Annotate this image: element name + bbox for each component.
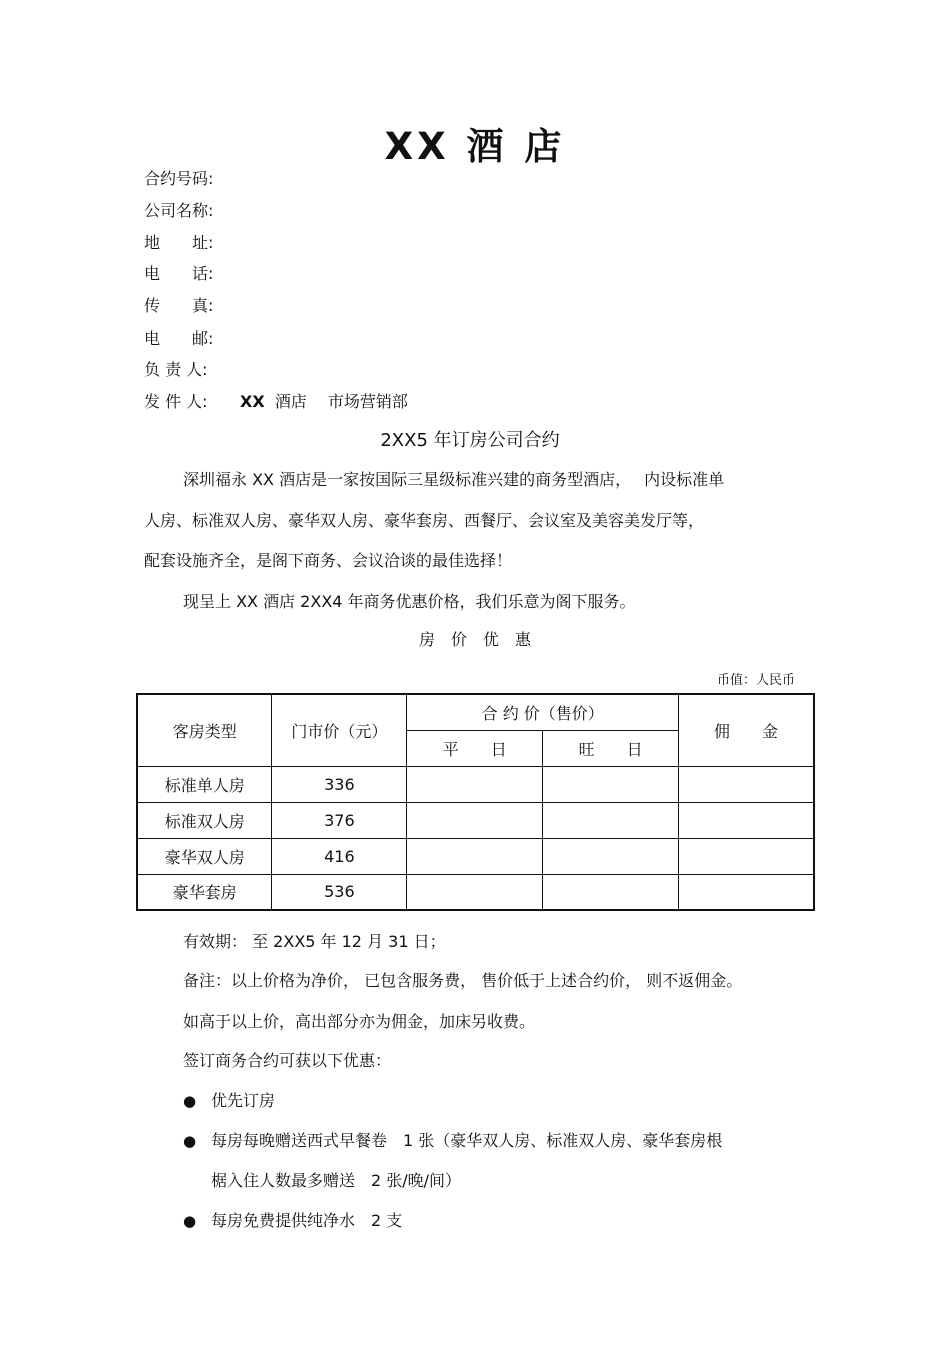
table-row <box>137 802 814 838</box>
rack-rate-cell: 336 <box>272 766 407 802</box>
weekday-price-cell <box>407 874 543 910</box>
field-phone <box>144 261 228 284</box>
rack-rate-cell: 416 <box>272 838 407 874</box>
list-item <box>183 1088 275 1111</box>
intro-line-4: 现呈上 XX 酒店 2XX4 年商务优惠价格，我们乐意为阁下服务。 <box>183 592 636 611</box>
intro-line-3: 配套设施齐全，是阁下商务、会议洽谈的最佳选择！ <box>144 551 513 570</box>
remark-line-2: 如高于以上价，高出部分亦为佣金，加床另收费。 <box>183 1012 536 1031</box>
currency-note: 币值：人民币 <box>716 673 795 688</box>
header-commission: 佣 金 <box>679 694 814 766</box>
header-weekday: 平 日 <box>407 730 543 766</box>
validity-note: 有效期： 至 2XX5 年 12 月 31 日； <box>183 932 446 951</box>
list-item <box>183 1128 722 1151</box>
weekday-price-cell <box>407 802 543 838</box>
field-label: 电 邮: <box>144 329 214 348</box>
commission-cell <box>679 766 814 802</box>
field-value: 酒店 市场营销部 <box>274 392 408 411</box>
field-fax <box>144 293 228 316</box>
room-type-cell: 豪华套房 <box>137 874 272 910</box>
room-type-cell: 豪华双人房 <box>137 838 272 874</box>
peak-price-cell <box>543 874 679 910</box>
header-contract-rate: 合 约 价（售价） <box>407 694 679 730</box>
bullet-icon: ● <box>183 1212 197 1230</box>
rate-table <box>136 693 815 911</box>
peak-price-cell <box>543 838 679 874</box>
field-label: 负 责 人: <box>144 360 208 379</box>
field-label: 发 件 人: <box>144 392 208 411</box>
header-peak: 旺 日 <box>543 730 679 766</box>
field-label: 公司名称: <box>144 201 214 220</box>
benefit-text: 优先订房 <box>211 1091 276 1110</box>
field-email <box>144 326 228 349</box>
list-item <box>183 1208 402 1231</box>
weekday-price-cell <box>407 838 543 874</box>
table-row <box>137 766 814 802</box>
benefit-text-continued: 椐入住人数最多赠送 2 张/晚/间） <box>211 1171 462 1190</box>
field-address <box>144 230 228 253</box>
field-label: 地 址: <box>144 233 214 252</box>
field-sender <box>144 389 408 412</box>
commission-cell <box>679 802 814 838</box>
field-person-in-charge <box>144 357 228 380</box>
field-label: 传 真: <box>144 296 214 315</box>
field-label: 电 话: <box>144 264 214 283</box>
benefits-intro: 签订商务合约可获以下优惠： <box>183 1051 392 1070</box>
section-title: 房 价 优 惠 <box>418 630 531 649</box>
peak-price-cell <box>543 802 679 838</box>
peak-price-cell <box>543 766 679 802</box>
table-row <box>137 838 814 874</box>
intro-line-2: 人房、标准双人房、豪华双人房、豪华套房、西餐厅、会议室及美容美发厅等， <box>144 511 705 530</box>
weekday-price-cell <box>407 766 543 802</box>
commission-cell <box>679 874 814 910</box>
field-company-name <box>144 198 228 221</box>
rack-rate-cell: 536 <box>272 874 407 910</box>
field-contract-number <box>144 166 228 189</box>
room-type-cell: 标准双人房 <box>137 802 272 838</box>
page-title: XX 酒 店 <box>384 125 566 168</box>
commission-cell <box>679 838 814 874</box>
benefit-text: 每房免费提供纯净水 2 支 <box>211 1211 403 1230</box>
header-rack-rate: 门市价（元） <box>272 694 407 766</box>
bullet-icon: ● <box>183 1092 197 1110</box>
contract-subtitle: 2XX5 年订房公司合约 <box>380 430 560 451</box>
benefit-text: 每房每晚赠送西式早餐卷 1 张（豪华双人房、标准双人房、豪华套房根 <box>211 1131 723 1150</box>
field-value-bold: XX <box>240 392 265 411</box>
table-row <box>137 874 814 910</box>
header-room-type: 客房类型 <box>137 694 272 766</box>
rack-rate-cell: 376 <box>272 802 407 838</box>
bullet-icon: ● <box>183 1132 197 1150</box>
room-type-cell: 标准单人房 <box>137 766 272 802</box>
field-label: 合约号码: <box>144 169 214 188</box>
intro-line-1: 深圳福永 XX 酒店是一家按国际三星级标准兴建的商务型酒店， 内设标准单 <box>183 470 725 489</box>
remark-line-1: 备注：以上价格为净价， 已包含服务费， 售价低于上述合约价， 则不返佣金。 <box>183 971 743 990</box>
